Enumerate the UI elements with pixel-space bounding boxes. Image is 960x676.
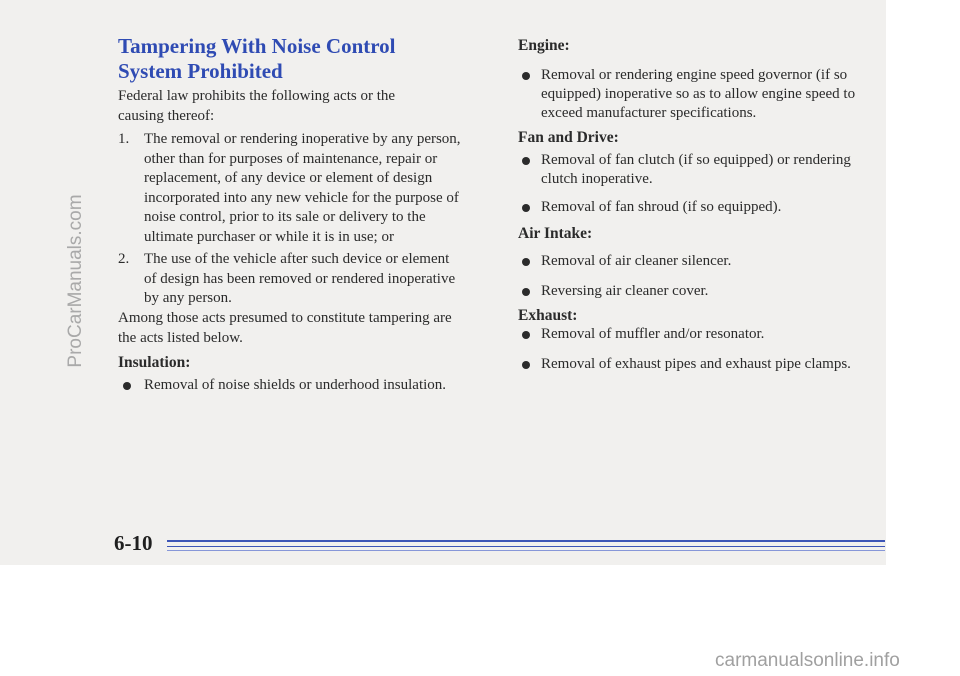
exhaust-heading: Exhaust: bbox=[518, 307, 578, 324]
fan-heading: Fan and Drive: bbox=[518, 129, 619, 146]
item-2-text bbox=[144, 250, 455, 309]
intro-paragraph bbox=[118, 87, 395, 126]
air-bullet-1-text: Removal of air cleaner silencer. bbox=[541, 253, 732, 269]
page-number: 6-10 bbox=[114, 531, 153, 555]
fan-bullet-1-text bbox=[541, 151, 851, 189]
fan-line: clutch inoperative. bbox=[541, 171, 653, 187]
item-line: of design has been removed or rendered inoperative bbox=[144, 270, 456, 287]
engine-heading: Engine: bbox=[518, 37, 570, 54]
watermark-bottom: carmanualsonline.info bbox=[715, 650, 900, 671]
bullet-icon bbox=[522, 288, 530, 296]
section-title bbox=[118, 34, 498, 84]
among-line: the acts listed below. bbox=[118, 329, 243, 346]
intro-line: causing thereof: bbox=[118, 107, 215, 124]
exhaust-bullet-2-text: Removal of exhaust pipes and exhaust pipe clamps. bbox=[541, 356, 851, 372]
fan-line: Removal of fan clutch (if so equipped) or rendering bbox=[541, 152, 851, 168]
air-bullet-2-text: Reversing air cleaner cover. bbox=[541, 283, 709, 299]
engine-line: Removal or rendering engine speed governor (if so bbox=[541, 67, 848, 83]
bullet-icon bbox=[522, 204, 530, 212]
intro-line: Federal law prohibits the following acts or the bbox=[118, 88, 396, 104]
item-1-text bbox=[144, 130, 461, 247]
item-line: ultimate purchaser or while it is in use; or bbox=[144, 228, 394, 245]
insulation-bullet-text: Removal of noise shields or underhood insulation. bbox=[144, 377, 447, 393]
watermark-side: ProCarManuals.com bbox=[65, 194, 86, 368]
bullet-icon bbox=[522, 157, 530, 165]
bullet-icon bbox=[522, 258, 530, 266]
item-line: other than for purposes of maintenance, repair or bbox=[144, 150, 438, 167]
footer-rule bbox=[167, 550, 885, 551]
bullet-icon bbox=[522, 331, 530, 339]
exhaust-bullet-1-text: Removal of muffler and/or resonator. bbox=[541, 326, 765, 342]
insulation-heading: Insulation: bbox=[118, 354, 191, 371]
bullet-icon bbox=[123, 382, 131, 390]
item-1-number: 1. bbox=[118, 131, 130, 147]
engine-line: equipped) inoperative so as to allow engine speed to bbox=[541, 86, 856, 102]
item-line: The use of the vehicle after such device or element bbox=[144, 251, 450, 267]
title-line-1: Tampering With Noise Control bbox=[118, 34, 396, 58]
among-line: Among those acts presumed to constitute tampering are bbox=[118, 310, 452, 326]
footer-rule bbox=[167, 546, 885, 547]
item-line: incorporated into any new vehicle for the purpose of bbox=[144, 189, 459, 206]
item-line: noise control, prior to its sale or delivery to the bbox=[144, 209, 426, 225]
air-intake-heading: Air Intake: bbox=[518, 225, 593, 242]
among-paragraph bbox=[118, 309, 452, 348]
bullet-icon bbox=[522, 72, 530, 80]
item-line: The removal or rendering inoperative by any person, bbox=[144, 131, 461, 147]
engine-bullet-text bbox=[541, 66, 855, 123]
footer-rule bbox=[167, 540, 885, 542]
item-2-number: 2. bbox=[118, 251, 130, 267]
bullet-icon bbox=[522, 361, 530, 369]
item-line: replacement, of any device or element of design bbox=[144, 170, 433, 186]
engine-line: exceed manufacturer specifications. bbox=[541, 105, 757, 121]
title-line-2: System Prohibited bbox=[118, 59, 283, 83]
item-line: by any person. bbox=[144, 290, 232, 306]
fan-bullet-2-text: Removal of fan shroud (if so equipped). bbox=[541, 199, 782, 215]
